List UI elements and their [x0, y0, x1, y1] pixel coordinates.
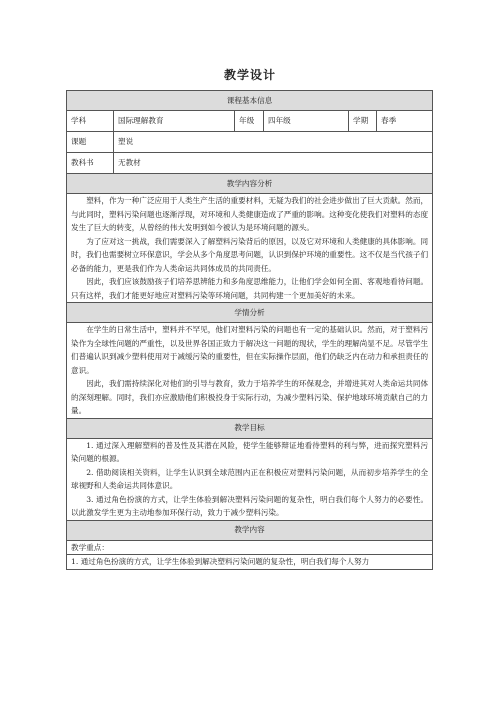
paragraph: 因此，我们需持续深化对他们的引导与教育，致力于培养学生的环保观念，并增进其对人类命运共同体的深刻理解。同时，我们亦应激励他们积极投身于实际行动，为减少塑料污染、保护地球环境贡献自己的力量。 — [71, 379, 429, 415]
term-label: 学期 — [349, 111, 377, 132]
term-value: 春季 — [377, 111, 433, 132]
section-header-basic-info — [67, 91, 433, 111]
grade-label: 年级 — [235, 111, 264, 132]
info-row-subject — [67, 111, 433, 132]
paragraph: 在学生的日常生活中，塑料并不罕见，他们对塑料污染的问题也有一定的基础认识。然而，对于塑料污染作为全球性问题的严重性，以及世界各国正致力于解决这一问题的现状，学生的理解尚显不足。尽管学生们普遍认识到减少塑料使用对于减缓污染的重要性，但在实际操作层面，他们仍缺乏内在动力和承担责任的意识。 — [71, 325, 429, 375]
textbook-value: 无教材 — [114, 153, 433, 174]
student-analysis-row — [67, 323, 433, 419]
key-point-item: 1. 通过角色扮演的方式，让学生体验到解决塑料污染问题的复杂性，明白我们每个人努力 — [71, 557, 370, 566]
key-points-label-row — [67, 540, 433, 555]
content-analysis-row — [67, 194, 433, 303]
grade-value: 四年级 — [264, 111, 349, 132]
section-title: 教学内容分析 — [67, 174, 433, 194]
section-header-student-analysis — [67, 303, 433, 323]
student-analysis-body — [67, 323, 433, 419]
subject-value: 国际理解教育 — [114, 111, 235, 132]
key-points-label: 教学重点： — [71, 542, 109, 552]
goal-item: 2. 借助阅读相关资料，让学生认识到全球范围内正在积极应对塑料污染问题，从而初步培养学生的全球视野和人类命运共同体意识。 — [71, 467, 429, 490]
section-title: 教学目标 — [67, 418, 433, 438]
goals-row — [67, 438, 433, 520]
section-title: 学情分析 — [67, 303, 433, 323]
subject-label: 学科 — [67, 111, 114, 132]
paragraph: 塑料，作为一种广泛应用于人类生产生活的重要材料，无疑为我们的社会进步做出了巨大贡献。然而，与此同时，塑料污染问题也逐渐浮现，对环境和人类健康造成了严重的影响。这种变化使我们对塑料的态度发生了巨大的转变，从曾经的伟大发明到如今被认为是环境问题的源头。 — [71, 196, 429, 232]
goals-body — [67, 438, 433, 520]
paragraph: 为了应对这一挑战，我们需要深入了解塑料污染背后的原因，以及它对环境和人类健康的具体影响。同时，我们也需要树立环保意识，学会从多个角度思考问题，认识到保护环境的重要性。这不仅是当代孩子们必备的能力，更是我们作为人类命运共同体成员的共同责任。 — [71, 236, 429, 273]
info-row-topic — [67, 132, 433, 153]
section-title: 课程基本信息 — [67, 91, 433, 111]
textbook-label: 教科书 — [67, 153, 114, 174]
key-points-label-cell — [67, 540, 433, 555]
lesson-plan-table — [66, 90, 433, 570]
section-header-content-analysis — [67, 174, 433, 194]
content-analysis-body — [67, 194, 433, 303]
goal-item: 1. 通过深入理解塑料的普及性及其潜在风险，使学生能够辩证地看待塑料的利与弊，进而探究塑料污染问题的根源。 — [71, 440, 429, 463]
info-row-textbook — [67, 153, 433, 174]
topic-value: 塑说 — [114, 132, 433, 153]
goal-item: 3. 通过角色扮演的方式，让学生体验到解决塑料污染问题的复杂性，明白我们每个人努力的必要性。以此激发学生更为主动地参加环保行动，致力于减少塑料污染。 — [71, 494, 429, 517]
section-header-content — [67, 520, 433, 540]
document-title: 教学设计 — [223, 68, 276, 82]
section-title: 教学内容 — [67, 520, 433, 540]
key-point-row — [67, 555, 433, 570]
topic-label: 课题 — [67, 132, 114, 153]
key-point-cell — [67, 555, 433, 570]
section-header-goals — [67, 418, 433, 438]
paragraph: 因此，我们应该鼓励孩子们培养思辨能力和多角度思维能力，让他们学会如何全面、客观地看待问题。只有这样，我们才能更好地应对塑料污染等环境问题，共同构建一个更加美好的未来。 — [71, 277, 429, 300]
